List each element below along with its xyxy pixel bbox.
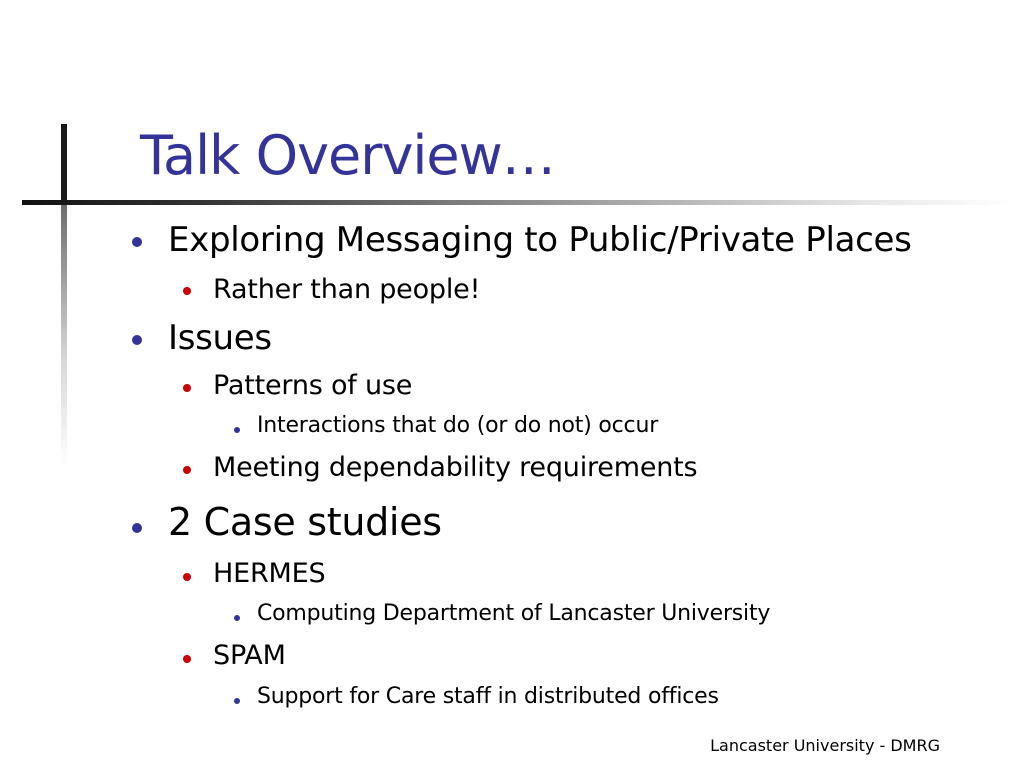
- bullet-dot-icon: [234, 698, 240, 704]
- bullet-dot-icon: [183, 655, 191, 663]
- bullet-dot-icon: [183, 287, 191, 295]
- slide-footer: Lancaster University - DMRG: [710, 736, 940, 755]
- bullet-item: HERMES: [213, 558, 326, 589]
- bullet-item: Patterns of use: [213, 370, 413, 401]
- bullet-dot-icon: [132, 237, 142, 247]
- bullet-dot-icon: [234, 427, 240, 433]
- bullet-item: Meeting dependability requirements: [213, 452, 698, 483]
- bullet-dot-icon: [183, 573, 191, 581]
- bullet-item: Issues: [168, 318, 272, 358]
- bullet-item: Rather than people!: [213, 274, 481, 305]
- slide-title: Talk Overview…: [140, 124, 555, 187]
- bullet-dot-icon: [183, 384, 191, 392]
- bullet-item: SPAM: [213, 640, 286, 671]
- bullet-dot-icon: [132, 523, 142, 533]
- bullet-item: Exploring Messaging to Public/Private Places: [168, 220, 912, 260]
- bullet-dot-icon: [183, 466, 191, 474]
- bullet-item: Interactions that do (or do not) occur: [257, 413, 659, 438]
- bullet-dot-icon: [132, 335, 142, 345]
- bullet-item: 2 Case studies: [168, 500, 442, 544]
- bullet-item: Computing Department of Lancaster University: [257, 601, 771, 626]
- bullet-item: Support for Care staff in distributed offices: [257, 684, 719, 709]
- bullet-dot-icon: [234, 615, 240, 621]
